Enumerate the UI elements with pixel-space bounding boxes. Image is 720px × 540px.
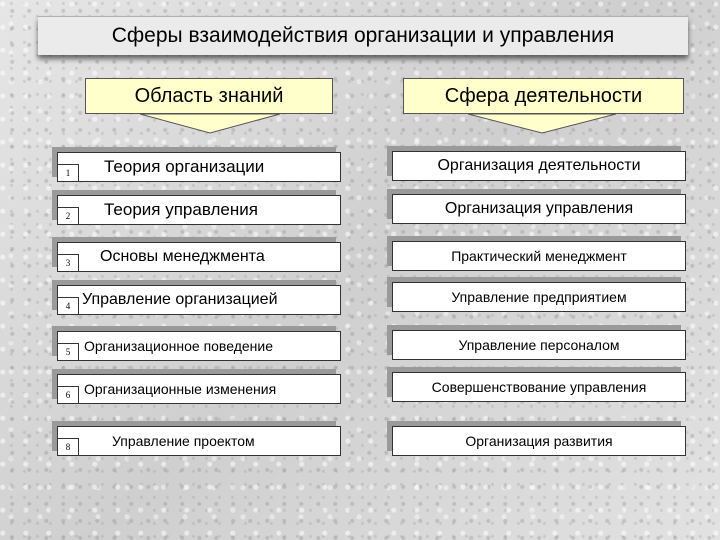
activity-row-1 xyxy=(392,151,686,181)
activity-row-4 xyxy=(392,282,686,312)
header-knowledge-area-label: Область знаний xyxy=(134,84,284,107)
row-number: 1 xyxy=(58,164,79,181)
knowledge-row-4 xyxy=(57,285,341,315)
knowledge-row-1 xyxy=(57,152,341,182)
activity-label: Организация деятельности xyxy=(437,157,641,174)
activity-row-3 xyxy=(392,241,686,271)
activity-row-2 xyxy=(392,194,686,224)
knowledge-row-3 xyxy=(57,242,341,272)
arrow-down-right xyxy=(468,114,616,134)
row-number: 6 xyxy=(58,386,79,403)
knowledge-label: Управление проектом xyxy=(112,433,255,449)
page-title-text: Сферы взаимодействия организации и управления xyxy=(111,24,615,47)
knowledge-label: Организационное поведение xyxy=(84,338,273,354)
header-knowledge-area xyxy=(85,78,333,114)
knowledge-row-7 xyxy=(57,426,341,456)
activity-row-5 xyxy=(392,330,686,360)
row-number: 4 xyxy=(58,297,79,314)
knowledge-row-5 xyxy=(57,331,341,361)
arrow-down-left xyxy=(140,114,280,134)
knowledge-label: Основы менеджмента xyxy=(100,248,265,265)
activity-label: Организация развития xyxy=(465,433,613,449)
activity-label: Управление предприятием xyxy=(451,289,627,305)
activity-label: Управление персоналом xyxy=(458,337,620,353)
row-number: 5 xyxy=(58,343,79,360)
knowledge-label: Теория организации xyxy=(104,157,265,176)
activity-label: Совершенствование управления xyxy=(431,379,647,395)
header-activity-sphere-label: Сфера деятельности xyxy=(444,84,643,107)
activity-label: Практический менеджмент xyxy=(451,248,627,264)
page-title xyxy=(38,16,688,55)
knowledge-row-2 xyxy=(57,195,341,225)
knowledge-label: Управление организацией xyxy=(82,291,278,308)
knowledge-row-6 xyxy=(57,374,341,404)
activity-label: Организация управления xyxy=(444,200,634,217)
knowledge-label: Организационные изменения xyxy=(84,381,277,397)
activity-row-6 xyxy=(392,372,686,402)
row-number: 3 xyxy=(58,254,79,271)
activity-row-7 xyxy=(392,426,686,456)
row-number: 8 xyxy=(58,438,79,455)
row-number: 2 xyxy=(58,207,79,224)
knowledge-label: Теория управления xyxy=(104,200,258,219)
header-activity-sphere xyxy=(403,78,684,114)
